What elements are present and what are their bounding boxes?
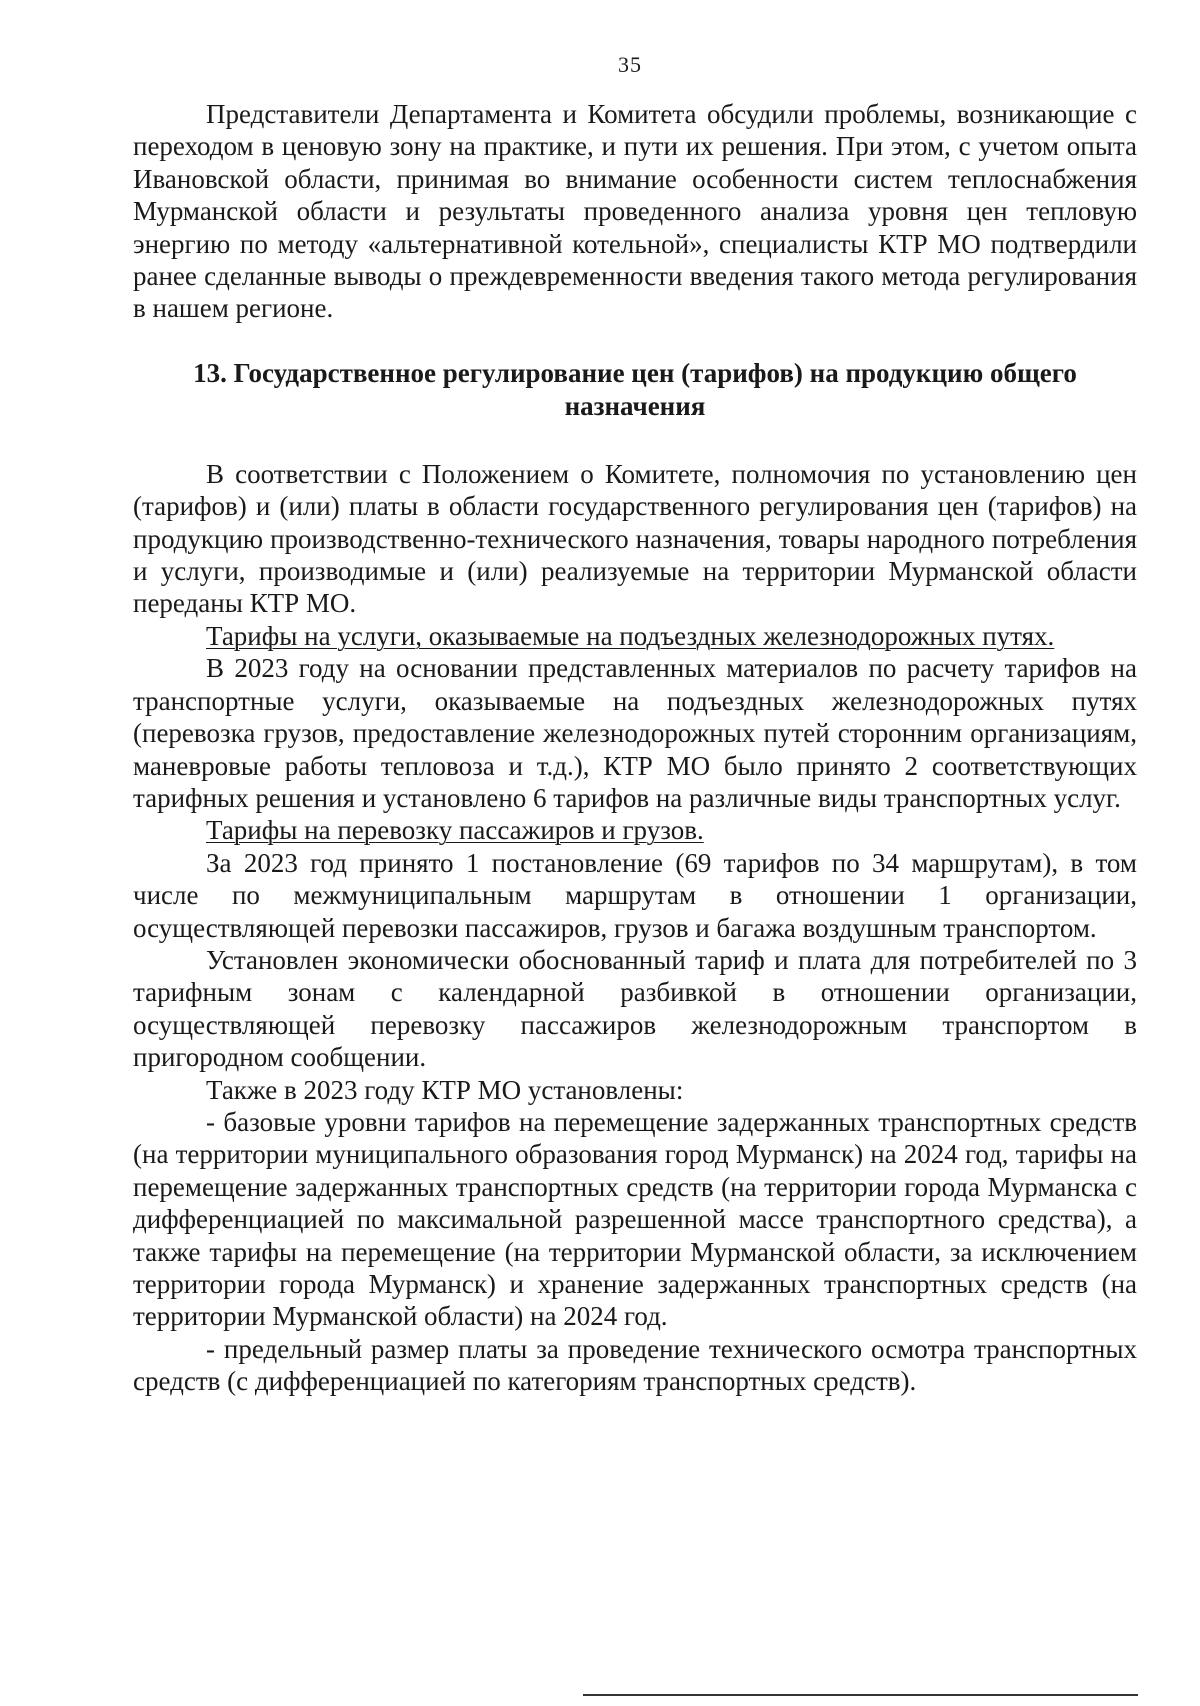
paragraph-also-intro: Также в 2023 году КТР МО установлены:: [206, 1074, 684, 1105]
paragraph-rail: В 2023 году на основании представленных материалов по расчету тарифов на транспортные услуги, оказываемые на подъездных железнодорожных путях (перевозка грузов, предоставление железнодорожных путей сторонним организациям, маневровые работы тепловоза и т.д.), КТР МО было принято 2 соответствующих тарифных решения и установлено 6 тарифов на различные виды транспортных услуг.: [133, 653, 1137, 813]
document-body: [133, 98, 1137, 1398]
subheading-rail: [133, 620, 1137, 652]
list-item: - предельный размер платы за проведение технического осмотра транспортных средств (с дифференциацией по категориям транспортных средств).: [133, 1333, 1137, 1397]
subheading-transport: [133, 814, 1137, 846]
subheading-rail-text: Тарифы на услуги, оказываемые на подъездных железнодорожных путях.: [206, 620, 1055, 651]
paragraph-transport-2: Установлен экономически обоснованный тариф и плата для потребителей по 3 тарифным зонам с календарной разбивкой в отношении организации, осуществляющей перевозку пассажиров железнодорожным транспортом в пригородном сообщении.: [133, 944, 1137, 1073]
subheading-transport-text: Тарифы на перевозку пассажиров и грузов.: [206, 815, 704, 846]
paragraph-intro: В соответствии с Положением о Комитете, полномочия по установлению цен (тарифов) и (или) платы в области государственного регулирования цен (тарифов) на продукцию производственно-технического назначения, товары народного потребления и услуги, производимые и (или) реализуемые на территории Мурманской области переданы КТР МО.: [133, 458, 1137, 619]
page-number: 35: [618, 52, 642, 77]
section-heading: 13. Государственное регулирование цен (тарифов) на продукцию общего назначения: [193, 357, 1077, 421]
list-item: - базовые уровни тарифов на перемещение задержанных транспортных средств (на территории муниципального образования город Мурманск) на 2024 год, тарифы на перемещение задержанных транспортных средств (на территории города Мурманска с дифференциацией по максимальной разрешенной массе транспортного средства), а также тарифы на перемещение (на территории Мурманской области, за исключением территории города Мурманск) и хранение задержанных транспортных средств (на территории Мурманской области) на 2024 год.: [133, 1106, 1137, 1332]
bottom-rule: [583, 1694, 1138, 1696]
paragraph-heat-supply: Представители Департамента и Комитета обсудили проблемы, возникающие с переходом в ценовую зону на практике, и пути их решения. При этом, с учетом опыта Ивановской области, принимая во внимание особенности систем теплоснабжения Мурманской области и результаты проведенного анализа уровня цен тепловую энергию по методу «альтернативной котельной», специалисты КТР МО подтвердили ранее сделанные выводы о преждевременности введения такого метода регулирования в нашем регионе.: [133, 99, 1137, 324]
paragraph-transport-1: За 2023 год принято 1 постановление (69 тарифов по 34 маршрутам), в том числе по межмуниципальным маршрутам в отношении 1 организации, осуществляющей перевозки пассажиров, грузов и багажа воздушным транспортом.: [133, 847, 1137, 943]
